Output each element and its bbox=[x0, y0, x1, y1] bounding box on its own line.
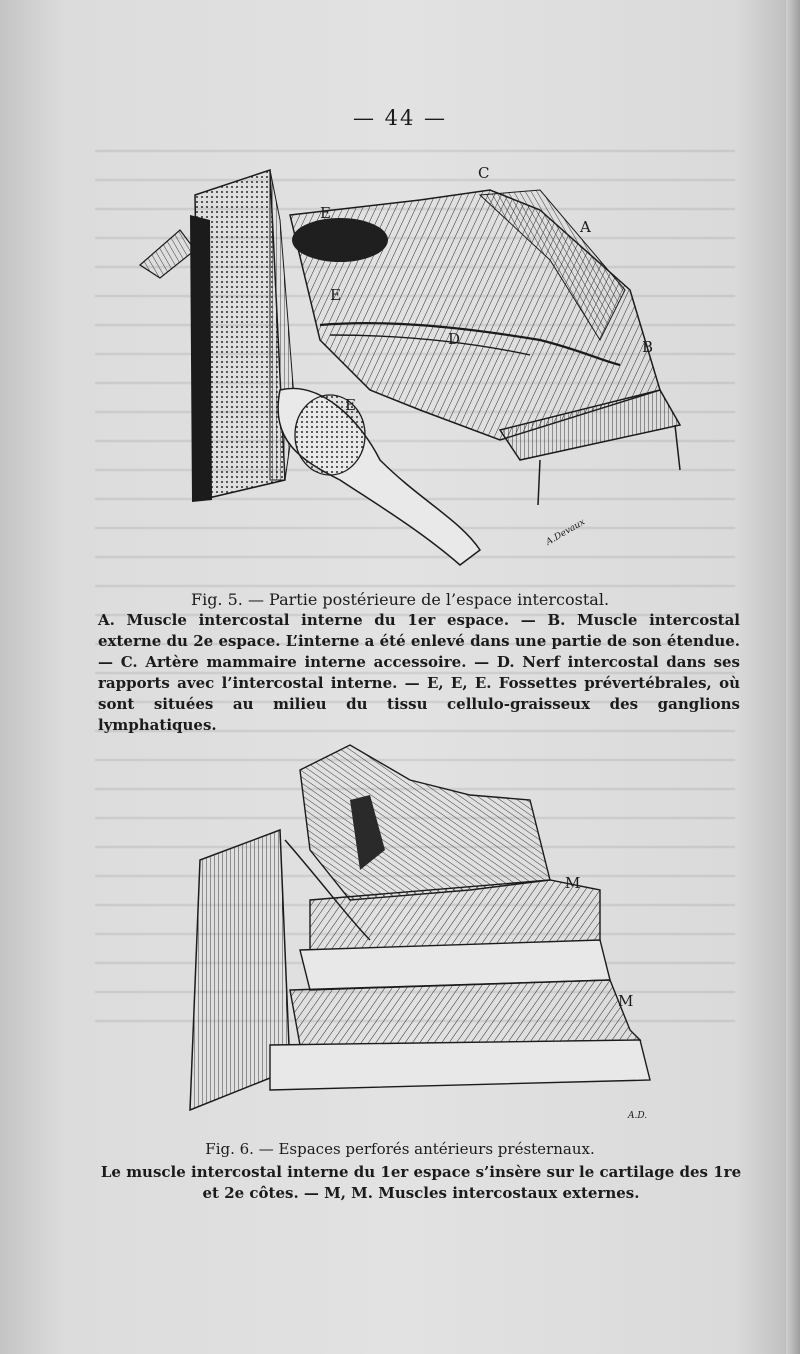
label-m-2: M bbox=[618, 992, 634, 1010]
figure-6-signature: A.D. bbox=[628, 1111, 648, 1121]
label-e-3: E bbox=[345, 396, 356, 414]
label-c: C bbox=[478, 164, 490, 182]
label-d: D bbox=[448, 330, 461, 348]
figure-5-illustration bbox=[120, 160, 700, 580]
page-number: — 44 — bbox=[352, 106, 448, 130]
figure-5-caption-body: A. Muscle intercostal interne du 1er espace. — B. Muscle intercostal externe du 2e espace. L’interne a été enlevé dans une partie de son étendue. — C. Artère mammaire interne accessoire. — D. Nerf intercostal dans ses rapports avec l’intercostal interne. — E, E, E. Fossettes prévertébrales, où sont situées au milieu du tissu cellulo-graisseux des ganglions lymphatiques. bbox=[98, 611, 740, 734]
label-e-1: E bbox=[320, 204, 331, 222]
figure-6-illustration bbox=[170, 740, 660, 1130]
figure-6-caption-title: Fig. 6. — Espaces perforés antérieurs présternaux. bbox=[205, 1140, 595, 1158]
label-b: B bbox=[642, 338, 654, 356]
label-e-2: E bbox=[330, 286, 341, 304]
figure-5-signature: A.Devaux bbox=[544, 517, 587, 548]
figure-6-caption-body: Le muscle intercostal interne du 1er espace s’insère sur le cartilage des 1re et 2e côtes. — M, M. Muscles intercostaux externes. bbox=[100, 1163, 742, 1202]
label-m-1: M bbox=[565, 874, 581, 892]
label-a: A bbox=[580, 218, 591, 236]
figure-5-caption-title: Fig. 5. — Partie postérieure de l’espace intercostal. bbox=[190, 590, 610, 609]
